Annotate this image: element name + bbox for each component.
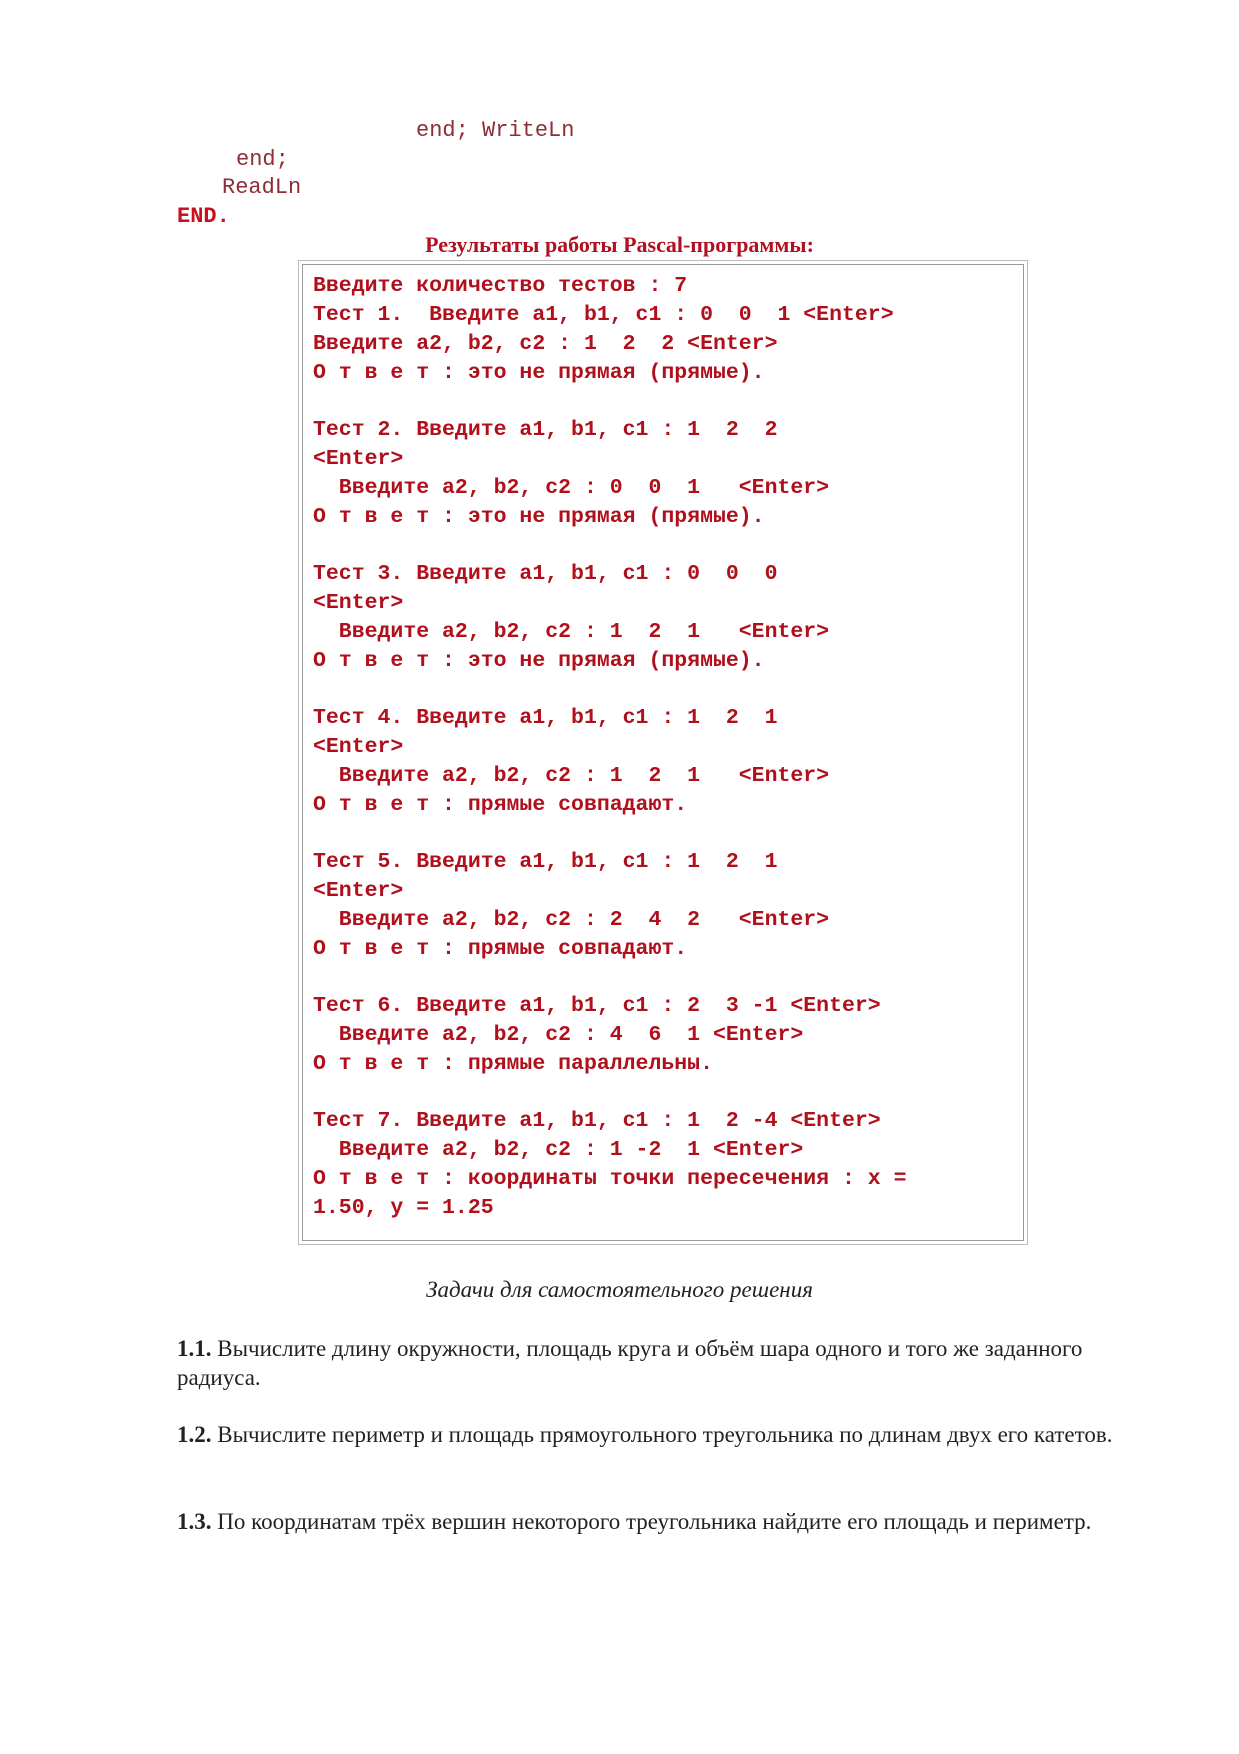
task-text: Вычислите длину окружности, площадь круга и объём шара одного и того же заданного радиуса. — [177, 1336, 1083, 1390]
console-line: Введите a2, b2, c2 : 1 2 1 <Enter> — [313, 620, 830, 644]
console-line: 1.50, y = 1.25 — [313, 1196, 494, 1220]
console-line: Тест 7. Введите a1, b1, c1 : 1 2 -4 <Enter> — [313, 1109, 881, 1133]
console-line: Тест 6. Введите a1, b1, c1 : 2 3 -1 <Enter> — [313, 994, 881, 1018]
console-line: Введите a2, b2, c2 : 0 0 1 <Enter> — [313, 476, 830, 500]
console-line: <Enter> — [313, 879, 404, 903]
console-line: Тест 4. Введите a1, b1, c1 : 1 2 1 — [313, 706, 778, 730]
console-line: <Enter> — [313, 447, 404, 471]
console-block-1 — [313, 272, 907, 388]
console-block-4 — [313, 704, 907, 820]
console-line: О т в е т : это не прямая (прямые). — [313, 361, 765, 385]
console-block-7 — [313, 1107, 907, 1223]
console-line: О т в е т : координаты точки пересечения : x = — [313, 1167, 907, 1191]
console-line: О т в е т : это не прямая (прямые). — [313, 505, 765, 529]
console-line: Тест 2. Введите a1, b1, c1 : 1 2 2 — [313, 418, 778, 442]
console-line: Введите a2, b2, c2 : 1 2 2 <Enter> — [313, 332, 778, 356]
tasks-heading: Задачи для самостоятельного решения — [426, 1277, 813, 1302]
task-1-1 — [177, 1334, 1127, 1392]
console-line: <Enter> — [313, 591, 404, 615]
console-line: О т в е т : прямые совпадают. — [313, 793, 688, 817]
code-line-end-program: END. — [177, 204, 230, 229]
console-line: <Enter> — [313, 735, 404, 759]
console-line: Введите a2, b2, c2 : 4 6 1 <Enter> — [313, 1023, 804, 1047]
console-block-3 — [313, 560, 907, 676]
console-line: О т в е т : прямые совпадают. — [313, 937, 688, 961]
console-output — [313, 272, 907, 1223]
console-block-2 — [313, 416, 907, 532]
console-line: Введите a2, b2, c2 : 1 -2 1 <Enter> — [313, 1138, 804, 1162]
code-line-readln: ReadLn — [222, 175, 302, 200]
task-number: 1.2. — [177, 1422, 212, 1447]
console-line: Тест 3. Введите a1, b1, c1 : 0 0 0 — [313, 562, 778, 586]
task-text: По координатам трёх вершин некоторого треугольника найдите его площадь и периметр. — [211, 1509, 1092, 1534]
task-1-2 — [177, 1420, 1127, 1449]
code-line-end-writeln: end; WriteLn — [416, 118, 575, 143]
console-line: О т в е т : прямые параллельны. — [313, 1052, 713, 1076]
task-number: 1.3. — [177, 1509, 212, 1534]
console-block-6 — [313, 992, 907, 1079]
code-line-end: end; — [236, 147, 289, 172]
console-line: Тест 5. Введите a1, b1, c1 : 1 2 1 — [313, 850, 778, 874]
task-text: Вычислите периметр и площадь прямоугольного треугольника по длинам двух его катетов. — [211, 1422, 1113, 1447]
console-line: Введите a2, b2, c2 : 1 2 1 <Enter> — [313, 764, 830, 788]
console-line: Тест 1. Введите a1, b1, c1 : 0 0 1 <Enter> — [313, 303, 894, 327]
results-title: Результаты работы Pascal-программы: — [425, 232, 814, 257]
console-line: Введите a2, b2, c2 : 2 4 2 <Enter> — [313, 908, 830, 932]
console-line: Введите количество тестов : 7 — [313, 274, 688, 298]
task-1-3 — [177, 1507, 1127, 1536]
console-line: О т в е т : это не прямая (прямые). — [313, 649, 765, 673]
console-block-5 — [313, 848, 907, 964]
task-number: 1.1. — [177, 1336, 212, 1361]
